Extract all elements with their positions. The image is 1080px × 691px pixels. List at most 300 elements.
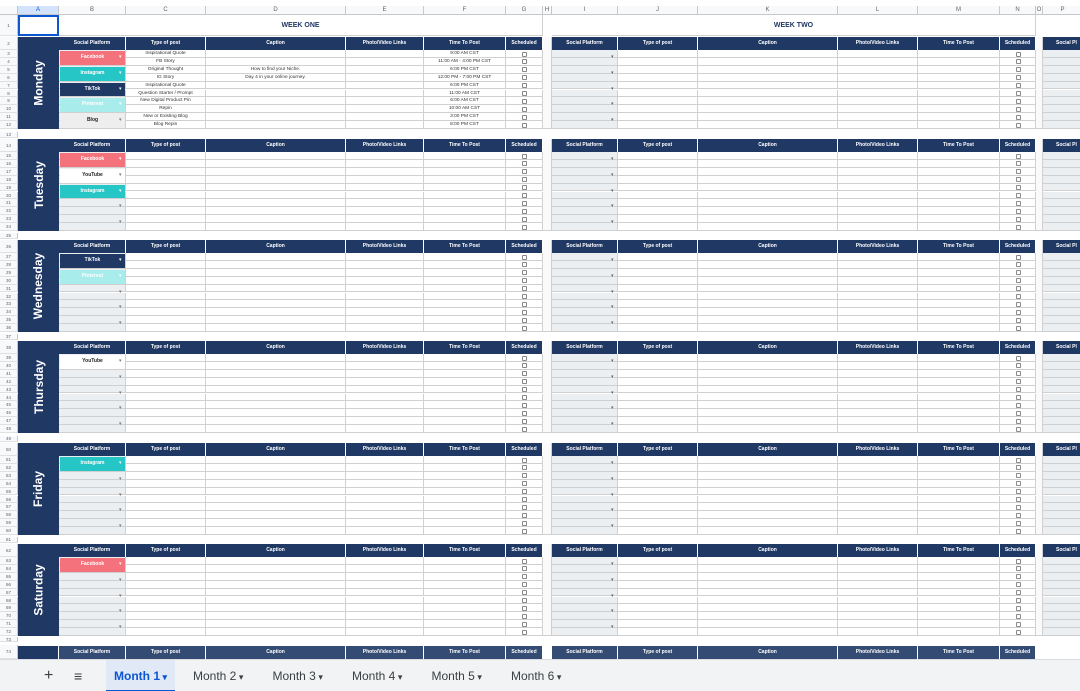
platform-cell[interactable] — [59, 503, 126, 514]
platform-cell[interactable] — [552, 261, 618, 269]
caption-cell[interactable] — [206, 628, 346, 636]
links-cell[interactable] — [346, 300, 424, 308]
time-cell[interactable] — [424, 386, 506, 394]
time-cell[interactable] — [918, 300, 1000, 308]
caption-cell[interactable] — [698, 58, 838, 66]
chevron-down-icon[interactable]: ▾ — [119, 608, 122, 615]
platform-cell[interactable] — [1043, 215, 1080, 223]
type-cell[interactable] — [618, 394, 698, 402]
time-cell[interactable] — [424, 472, 506, 480]
chevron-down-icon[interactable]: ▾ — [119, 117, 122, 124]
links-cell[interactable] — [346, 324, 424, 332]
caption-cell[interactable]: Day 4 in your online journey. — [206, 74, 346, 82]
time-cell[interactable] — [918, 480, 1000, 488]
chevron-down-icon[interactable]: ▾ — [119, 219, 122, 226]
row-header[interactable]: 32 — [0, 293, 18, 301]
platform-cell[interactable] — [59, 417, 126, 428]
time-cell[interactable] — [918, 184, 1000, 192]
row-header[interactable]: 38 — [0, 341, 18, 354]
chevron-down-icon[interactable]: ▾ — [119, 256, 122, 263]
type-cell[interactable] — [126, 394, 206, 402]
time-cell[interactable] — [918, 215, 1000, 223]
platform-cell[interactable] — [552, 456, 618, 464]
caption-cell[interactable] — [698, 456, 838, 464]
row-header[interactable]: 50 — [0, 443, 18, 456]
platform-cell[interactable] — [1043, 628, 1080, 636]
links-cell[interactable] — [346, 215, 424, 223]
caption-cell[interactable] — [698, 105, 838, 113]
row-header[interactable]: 66 — [0, 581, 18, 589]
caption-cell[interactable] — [206, 597, 346, 605]
platform-cell[interactable] — [552, 386, 618, 394]
time-cell[interactable] — [918, 105, 1000, 113]
scheduled-checkbox[interactable] — [522, 465, 527, 470]
type-cell[interactable] — [126, 192, 206, 200]
links-cell[interactable] — [838, 589, 918, 597]
time-cell[interactable] — [424, 573, 506, 581]
caption-cell[interactable] — [206, 511, 346, 519]
platform-chip-youtube[interactable]: YouTube — [60, 355, 125, 369]
chevron-down-icon[interactable]: ▾ — [395, 672, 403, 682]
caption-cell[interactable] — [206, 604, 346, 612]
row-header[interactable]: 30 — [0, 277, 18, 285]
platform-cell[interactable] — [552, 565, 618, 573]
type-cell[interactable] — [618, 362, 698, 370]
links-cell[interactable] — [346, 565, 424, 573]
time-cell[interactable] — [918, 362, 1000, 370]
type-cell[interactable] — [126, 324, 206, 332]
platform-cell[interactable] — [552, 620, 618, 631]
caption-cell[interactable] — [206, 168, 346, 176]
chevron-down-icon[interactable]: ▾ — [611, 592, 614, 599]
scheduled-checkbox[interactable] — [1016, 255, 1021, 260]
caption-cell[interactable] — [698, 223, 838, 231]
links-cell[interactable] — [346, 511, 424, 519]
platform-cell[interactable] — [552, 223, 618, 231]
type-cell[interactable]: Blog Repin — [126, 121, 206, 129]
scheduled-checkbox[interactable] — [1016, 505, 1021, 510]
caption-cell[interactable] — [698, 184, 838, 192]
row-header[interactable]: 68 — [0, 597, 18, 605]
scheduled-checkbox[interactable] — [1016, 387, 1021, 392]
platform-cell[interactable] — [1043, 581, 1080, 589]
caption-cell[interactable] — [206, 620, 346, 628]
all-sheets-menu-icon[interactable]: ≡ — [74, 668, 83, 684]
type-cell[interactable]: Inspirational Quote — [126, 82, 206, 90]
time-cell[interactable] — [424, 215, 506, 223]
scheduled-checkbox[interactable] — [522, 83, 527, 88]
scheduled-checkbox[interactable] — [522, 286, 527, 291]
chevron-down-icon[interactable]: ▾ — [315, 672, 323, 682]
type-cell[interactable]: IG Story — [126, 74, 206, 82]
scheduled-checkbox[interactable] — [1016, 371, 1021, 376]
platform-cell[interactable] — [59, 472, 126, 480]
time-cell[interactable] — [424, 496, 506, 504]
row-header[interactable]: 34 — [0, 308, 18, 316]
type-cell[interactable] — [618, 581, 698, 589]
type-cell[interactable] — [126, 261, 206, 269]
platform-cell[interactable] — [552, 50, 618, 58]
scheduled-checkbox[interactable] — [522, 574, 527, 579]
platform-cell[interactable] — [1043, 82, 1080, 90]
scheduled-checkbox[interactable] — [1016, 310, 1021, 315]
links-cell[interactable] — [838, 620, 918, 628]
type-cell[interactable] — [618, 277, 698, 285]
column-header-E[interactable]: E — [346, 6, 424, 15]
type-cell[interactable] — [618, 565, 698, 573]
platform-cell[interactable] — [1043, 394, 1080, 402]
type-cell[interactable] — [618, 417, 698, 425]
scheduled-checkbox[interactable] — [522, 473, 527, 478]
column-header-H[interactable]: H — [543, 6, 552, 15]
scheduled-checkbox[interactable] — [522, 270, 527, 275]
row-header[interactable]: 21 — [0, 199, 18, 207]
links-cell[interactable] — [838, 215, 918, 223]
caption-cell[interactable] — [206, 97, 346, 105]
links-cell[interactable] — [838, 370, 918, 378]
scheduled-checkbox[interactable] — [1016, 356, 1021, 361]
links-cell[interactable] — [838, 401, 918, 409]
time-cell[interactable] — [918, 152, 1000, 160]
platform-cell[interactable] — [1043, 386, 1080, 394]
scheduled-checkbox[interactable] — [522, 262, 527, 267]
chevron-down-icon[interactable]: ▾ — [611, 53, 614, 60]
scheduled-checkbox[interactable] — [522, 123, 527, 128]
platform-cell[interactable] — [1043, 324, 1080, 332]
platform-cell[interactable] — [552, 308, 618, 316]
type-cell[interactable] — [618, 160, 698, 168]
platform-cell[interactable] — [59, 527, 126, 535]
scheduled-checkbox[interactable] — [1016, 75, 1021, 80]
platform-cell[interactable] — [59, 597, 126, 605]
type-cell[interactable] — [618, 152, 698, 160]
time-cell[interactable] — [918, 557, 1000, 565]
type-cell[interactable] — [618, 50, 698, 58]
time-cell[interactable] — [424, 519, 506, 527]
time-cell[interactable] — [918, 573, 1000, 581]
caption-cell[interactable] — [206, 425, 346, 433]
time-cell[interactable] — [424, 401, 506, 409]
platform-cell[interactable] — [1043, 519, 1080, 527]
time-cell[interactable] — [918, 409, 1000, 417]
platform-cell[interactable] — [59, 409, 126, 417]
caption-cell[interactable] — [206, 573, 346, 581]
time-cell[interactable] — [918, 472, 1000, 480]
platform-cell[interactable] — [1043, 300, 1080, 308]
links-cell[interactable] — [838, 308, 918, 316]
caption-cell[interactable] — [698, 612, 838, 620]
row-header[interactable]: 71 — [0, 620, 18, 628]
type-cell[interactable] — [126, 581, 206, 589]
column-header-K[interactable]: K — [698, 6, 838, 15]
links-cell[interactable] — [346, 519, 424, 527]
scheduled-checkbox[interactable] — [522, 622, 527, 627]
type-cell[interactable] — [126, 612, 206, 620]
caption-cell[interactable] — [206, 207, 346, 215]
chevron-down-icon[interactable]: ▾ — [611, 256, 614, 263]
chevron-down-icon[interactable]: ▾ — [119, 624, 122, 631]
links-cell[interactable] — [346, 362, 424, 370]
caption-cell[interactable] — [698, 581, 838, 589]
scheduled-checkbox[interactable] — [1016, 83, 1021, 88]
time-cell[interactable]: 11:00 AM CST — [424, 90, 506, 98]
time-cell[interactable] — [918, 370, 1000, 378]
platform-cell[interactable] — [552, 557, 618, 565]
chevron-down-icon[interactable]: ▾ — [236, 672, 244, 682]
platform-cell[interactable] — [59, 370, 126, 378]
scheduled-checkbox[interactable] — [522, 67, 527, 72]
time-cell[interactable] — [424, 417, 506, 425]
row-header[interactable]: 53 — [0, 472, 18, 480]
time-cell[interactable]: 9:00 AM CST — [424, 50, 506, 58]
platform-cell[interactable] — [552, 97, 618, 108]
time-cell[interactable] — [918, 464, 1000, 472]
links-cell[interactable] — [346, 417, 424, 425]
links-cell[interactable] — [838, 425, 918, 433]
type-cell[interactable] — [618, 192, 698, 200]
chevron-down-icon[interactable]: ▾ — [611, 320, 614, 327]
type-cell[interactable] — [618, 425, 698, 433]
platform-chip-instagram[interactable]: Instagram — [60, 185, 125, 199]
links-cell[interactable] — [838, 496, 918, 504]
type-cell[interactable] — [618, 370, 698, 378]
column-header-M[interactable]: M — [918, 6, 1000, 15]
time-cell[interactable]: 12:00 PM - 7:00 PM CST — [424, 74, 506, 82]
type-cell[interactable] — [618, 184, 698, 192]
links-cell[interactable] — [838, 386, 918, 394]
row-header[interactable]: 37 — [0, 334, 18, 340]
platform-chip-facebook[interactable]: Facebook — [60, 558, 125, 572]
platform-cell[interactable] — [1043, 253, 1080, 261]
chevron-down-icon[interactable]: ▾ — [611, 85, 614, 92]
caption-cell[interactable] — [698, 66, 838, 74]
time-cell[interactable] — [918, 511, 1000, 519]
type-cell[interactable] — [618, 316, 698, 324]
row-header[interactable]: 64 — [0, 565, 18, 573]
chevron-down-icon[interactable]: ▾ — [119, 475, 122, 482]
time-cell[interactable] — [424, 370, 506, 378]
caption-cell[interactable] — [698, 82, 838, 90]
links-cell[interactable] — [346, 464, 424, 472]
caption-cell[interactable] — [698, 386, 838, 394]
chevron-down-icon[interactable]: ▾ — [119, 155, 122, 162]
links-cell[interactable] — [346, 66, 424, 74]
scheduled-checkbox[interactable] — [1016, 427, 1021, 432]
links-cell[interactable] — [838, 90, 918, 98]
caption-cell[interactable] — [698, 511, 838, 519]
chevron-down-icon[interactable]: ▾ — [119, 101, 122, 108]
links-cell[interactable] — [346, 456, 424, 464]
sheet-tab-5[interactable] — [424, 660, 490, 691]
platform-cell[interactable] — [1043, 113, 1080, 121]
platform-cell[interactable] — [1043, 66, 1080, 74]
caption-cell[interactable] — [698, 604, 838, 612]
platform-cell[interactable] — [552, 58, 618, 66]
scheduled-checkbox[interactable] — [522, 326, 527, 331]
chevron-down-icon[interactable]: ▾ — [611, 288, 614, 295]
platform-cell[interactable] — [59, 612, 126, 620]
type-cell[interactable] — [618, 74, 698, 82]
type-cell[interactable] — [618, 168, 698, 176]
scheduled-checkbox[interactable] — [1016, 513, 1021, 518]
time-cell[interactable] — [918, 199, 1000, 207]
row-header[interactable]: 39 — [0, 354, 18, 362]
scheduled-checkbox[interactable] — [522, 217, 527, 222]
time-cell[interactable] — [424, 362, 506, 370]
caption-cell[interactable] — [698, 300, 838, 308]
row-header[interactable]: 23 — [0, 215, 18, 223]
type-cell[interactable] — [618, 527, 698, 535]
chevron-down-icon[interactable]: ▾ — [611, 69, 614, 76]
links-cell[interactable] — [346, 597, 424, 605]
scheduled-checkbox[interactable] — [1016, 67, 1021, 72]
caption-cell[interactable] — [698, 293, 838, 301]
time-cell[interactable] — [424, 308, 506, 316]
type-cell[interactable] — [126, 456, 206, 464]
platform-cell[interactable] — [1043, 597, 1080, 605]
platform-cell[interactable] — [552, 612, 618, 620]
platform-cell[interactable] — [552, 293, 618, 301]
row-header[interactable]: 6 — [0, 74, 18, 82]
row-header[interactable]: 63 — [0, 557, 18, 565]
caption-cell[interactable] — [206, 464, 346, 472]
platform-cell[interactable] — [59, 324, 126, 332]
time-cell[interactable] — [424, 300, 506, 308]
row-header[interactable]: 40 — [0, 362, 18, 370]
chevron-down-icon[interactable]: ▾ — [611, 459, 614, 466]
row-header[interactable]: 59 — [0, 519, 18, 527]
scheduled-checkbox[interactable] — [1016, 590, 1021, 595]
platform-cell[interactable] — [552, 370, 618, 378]
type-cell[interactable] — [618, 620, 698, 628]
time-cell[interactable]: 11:00 AM - 4:00 PM CST — [424, 58, 506, 66]
platform-cell[interactable] — [1043, 176, 1080, 184]
caption-cell[interactable] — [206, 527, 346, 535]
links-cell[interactable] — [346, 152, 424, 160]
links-cell[interactable] — [838, 97, 918, 105]
links-cell[interactable] — [346, 90, 424, 98]
platform-cell[interactable] — [59, 511, 126, 519]
time-cell[interactable] — [918, 113, 1000, 121]
links-cell[interactable] — [346, 277, 424, 285]
type-cell[interactable] — [618, 82, 698, 90]
chevron-down-icon[interactable]: ▾ — [119, 405, 122, 412]
time-cell[interactable] — [424, 168, 506, 176]
time-cell[interactable] — [918, 628, 1000, 636]
scheduled-checkbox[interactable] — [522, 52, 527, 57]
caption-cell[interactable] — [206, 261, 346, 269]
scheduled-checkbox[interactable] — [522, 154, 527, 159]
platform-cell[interactable] — [59, 293, 126, 301]
platform-cell[interactable] — [1043, 573, 1080, 581]
links-cell[interactable] — [346, 105, 424, 113]
chevron-down-icon[interactable]: ▾ — [611, 155, 614, 162]
chevron-down-icon[interactable]: ▾ — [611, 405, 614, 412]
links-cell[interactable] — [838, 527, 918, 535]
links-cell[interactable] — [838, 519, 918, 527]
chevron-down-icon[interactable]: ▾ — [611, 357, 614, 364]
type-cell[interactable] — [126, 277, 206, 285]
caption-cell[interactable] — [206, 581, 346, 589]
type-cell[interactable] — [126, 628, 206, 636]
scheduled-checkbox[interactable] — [522, 169, 527, 174]
platform-cell[interactable] — [1043, 589, 1080, 597]
scheduled-checkbox[interactable] — [1016, 458, 1021, 463]
time-cell[interactable] — [424, 293, 506, 301]
time-cell[interactable] — [918, 612, 1000, 620]
time-cell[interactable] — [918, 207, 1000, 215]
platform-cell[interactable] — [1043, 472, 1080, 480]
chevron-down-icon[interactable]: ▾ — [611, 523, 614, 530]
caption-cell[interactable] — [698, 354, 838, 362]
caption-cell[interactable] — [206, 184, 346, 192]
caption-cell[interactable] — [698, 316, 838, 324]
type-cell[interactable]: Question Starter / Prompt — [126, 90, 206, 98]
row-header[interactable]: 31 — [0, 285, 18, 293]
row-header[interactable]: 52 — [0, 464, 18, 472]
links-cell[interactable] — [838, 597, 918, 605]
links-cell[interactable] — [838, 362, 918, 370]
platform-cell[interactable] — [552, 464, 618, 472]
row-header[interactable]: 28 — [0, 261, 18, 269]
scheduled-checkbox[interactable] — [1016, 262, 1021, 267]
platform-cell[interactable] — [552, 472, 618, 480]
scheduled-checkbox[interactable] — [522, 411, 527, 416]
time-cell[interactable] — [918, 354, 1000, 362]
type-cell[interactable] — [618, 409, 698, 417]
scheduled-checkbox[interactable] — [1016, 411, 1021, 416]
platform-cell[interactable] — [1043, 354, 1080, 362]
scheduled-checkbox[interactable] — [1016, 395, 1021, 400]
type-cell[interactable] — [618, 293, 698, 301]
type-cell[interactable] — [618, 199, 698, 207]
platform-cell[interactable] — [1043, 184, 1080, 192]
time-cell[interactable] — [424, 152, 506, 160]
platform-cell[interactable] — [1043, 199, 1080, 207]
caption-cell[interactable] — [698, 565, 838, 573]
time-cell[interactable] — [424, 480, 506, 488]
caption-cell[interactable] — [206, 503, 346, 511]
platform-cell[interactable] — [1043, 293, 1080, 301]
type-cell[interactable] — [126, 503, 206, 511]
type-cell[interactable] — [126, 488, 206, 496]
links-cell[interactable] — [838, 573, 918, 581]
chevron-down-icon[interactable]: ▾ — [119, 560, 122, 567]
links-cell[interactable] — [346, 285, 424, 293]
caption-cell[interactable] — [206, 152, 346, 160]
chevron-down-icon[interactable]: ▾ — [119, 69, 122, 76]
links-cell[interactable] — [838, 409, 918, 417]
links-cell[interactable] — [838, 417, 918, 425]
chevron-down-icon[interactable]: ▾ — [119, 288, 122, 295]
type-cell[interactable] — [618, 519, 698, 527]
platform-cell[interactable] — [552, 113, 618, 124]
type-cell[interactable] — [126, 223, 206, 231]
row-header[interactable]: 24 — [0, 223, 18, 231]
links-cell[interactable] — [346, 370, 424, 378]
platform-cell[interactable] — [552, 597, 618, 605]
type-cell[interactable] — [618, 488, 698, 496]
caption-cell[interactable] — [206, 285, 346, 293]
links-cell[interactable] — [346, 480, 424, 488]
chevron-down-icon[interactable]: ▾ — [160, 672, 168, 682]
platform-cell[interactable] — [552, 160, 618, 168]
time-cell[interactable] — [424, 612, 506, 620]
platform-cell[interactable] — [552, 74, 618, 82]
platform-chip-blog[interactable]: Blog — [60, 114, 125, 128]
time-cell[interactable] — [918, 269, 1000, 277]
chevron-down-icon[interactable]: ▾ — [474, 672, 482, 682]
